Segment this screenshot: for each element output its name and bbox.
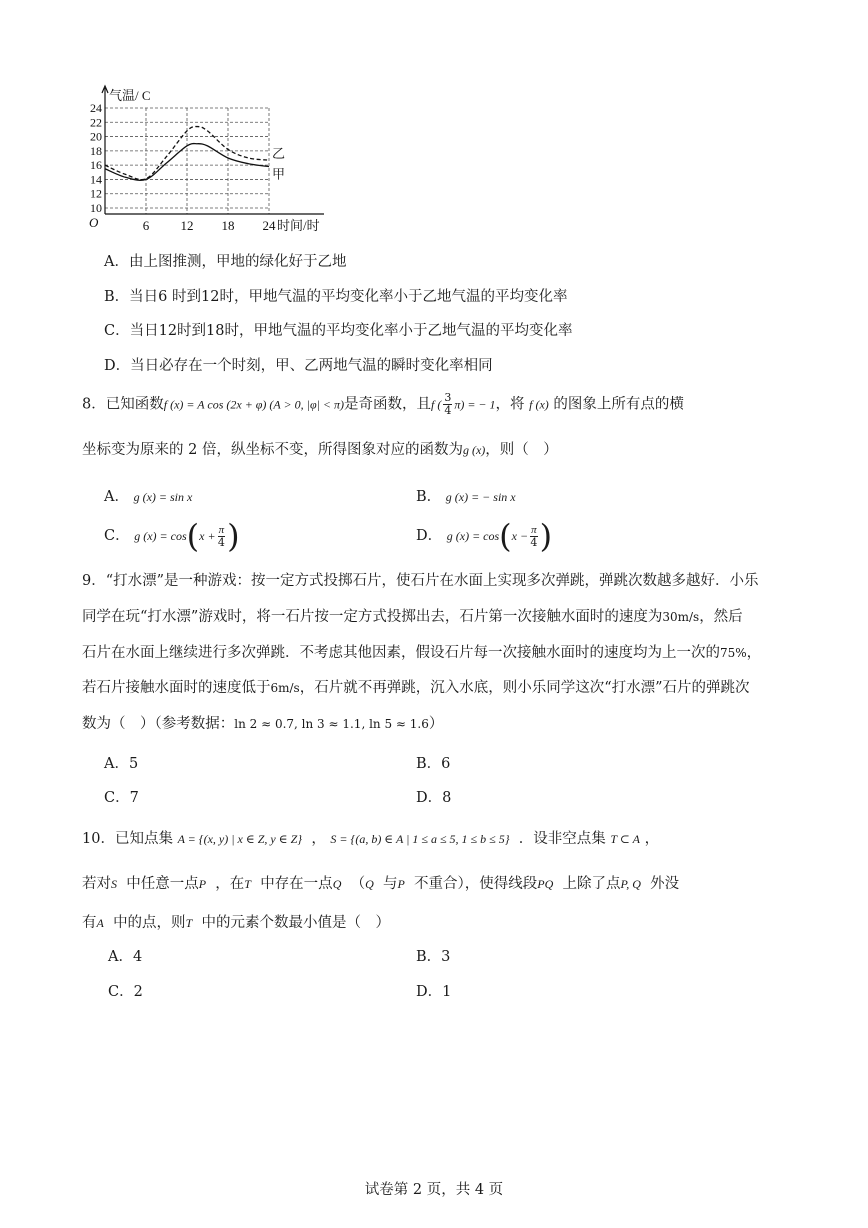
- q7-option-a: A．由上图推测，甲地的绿化好于乙地: [104, 254, 347, 270]
- x-tick-label-6: 6: [142, 218, 150, 233]
- q9-line1: 9．“打水漂”是一种游戏：按一定方式投掷石片，使石片在水面上实现多次弹跳，弹跳次数越多越好．小乐: [82, 573, 759, 589]
- q8-func: f (x) = A cos (2x + φ) (A > 0, |φ| < π): [163, 397, 344, 412]
- q7-option-b: B．当日6 时到12时，甲地气温的平均变化率小于乙地气温的平均变化率: [104, 289, 568, 305]
- y-tick-label-22: 22: [90, 115, 102, 130]
- q9-line5: 数为（ ）（参考数据：ln 2 ≈ 0.7, ln 3 ≈ 1.1, ln 5 ≈ 1.6）: [82, 716, 444, 732]
- q9-line3: 石片在水面上继续进行多次弹跳．不考虑其他因素，假设石片每一次接触水面时的速度均为上一次的75%，: [82, 645, 762, 661]
- q9-option-b: B．6: [416, 756, 451, 772]
- q9-line2: 同学在玩“打水漂”游戏时，将一石片按一定方式投掷出去，石片第一次接触水面时的速度为30m/s，然后: [82, 609, 743, 625]
- q8-cond-post: π) = − 1: [454, 397, 496, 412]
- q7-option-d: D．当日必存在一个时刻，甲、乙两地气温的瞬时变化率相同: [104, 358, 493, 374]
- q10-line1: 10．已知点集 A = {(x, y) | x ∈ Z, y ∈ Z} ， S = {(a, b) ∈ A | 1 ≤ a ≤ 5, 1 ≤ b ≤ 5} ．设非空点集 T ⊂ A ，: [82, 831, 660, 847]
- chart-labels: [109, 88, 320, 233]
- chart-axes: [102, 86, 324, 214]
- y-axis-title: 气温/ C: [109, 88, 151, 103]
- origin-label: O: [89, 215, 99, 230]
- q8-option-d: D． g (x) = cos(x − $\frac{\pi}{4}$ ): [416, 517, 553, 555]
- y-tick-label-20: 20: [90, 129, 102, 144]
- q10-option-b: B．3: [416, 949, 451, 965]
- temperature-chart: [78, 84, 328, 236]
- q8-gx: g (x): [462, 443, 486, 457]
- q8-end1: 的图象上所有点的横: [553, 396, 684, 413]
- q8-option-c: C． g (x) = cos(x + $\frac{\pi}{4}$ ): [104, 517, 240, 555]
- q8-line2: 坐标变为原来的 2 倍，纵坐标不变，所得图象对应的函数为g (x)，则（ ）: [82, 442, 558, 458]
- y-tick-label-18: 18: [90, 143, 102, 158]
- y-tick-label-10: 10: [90, 201, 102, 215]
- q7-option-c: C．当日12时到18时，甲地气温的平均变化率小于乙地气温的平均变化率: [104, 323, 573, 339]
- q8-option-b: B． g (x) = − sin x: [416, 489, 516, 505]
- q8-cond-pre: f (: [430, 397, 442, 412]
- x-axis-title: 时间/时: [277, 218, 320, 233]
- q10-option-a: A．4: [108, 949, 143, 965]
- chart-ticks: [89, 101, 276, 233]
- y-tick-label-24: 24: [90, 101, 102, 115]
- q10-line2: 若对S 中任意一点P ，在T 中存在一点Q （Q 与P 不重合），使得线段PQ 上除了点P, Q 外没: [82, 876, 680, 892]
- series-label-乙: 乙: [272, 146, 286, 162]
- q9-option-a: A．5: [104, 756, 139, 772]
- x-tick-label-24: 24: [262, 218, 276, 233]
- page-footer: 试卷第 2 页，共 4 页: [364, 1182, 504, 1198]
- q8-fx: f (x): [529, 397, 549, 412]
- y-tick-label-14: 14: [90, 172, 102, 187]
- series-label-甲: 甲: [272, 166, 286, 182]
- q8-lead: 8．已知函数: [82, 396, 164, 413]
- q10-line3: 有A 中的点，则T 中的元素个数最小值是（ ）: [82, 915, 390, 931]
- y-tick-label-16: 16: [90, 158, 102, 173]
- x-tick-label-18: 18: [221, 218, 235, 233]
- q8-tail: ，将: [495, 396, 525, 413]
- x-tick-label-12: 12: [180, 218, 194, 233]
- chart-grid: [105, 108, 269, 214]
- q9-option-c: C．7: [104, 790, 139, 806]
- q9-line4: 若石片接触水面时的速度低于6m/s，石片就不再弹跳，沉入水底，则小乐同学这次“打水漂”石片的弹跳次: [82, 680, 750, 696]
- q9-option-d: D．8: [416, 790, 452, 806]
- q8-option-a: A． g (x) = sin x: [104, 489, 193, 505]
- q8-line1: [82, 392, 684, 417]
- y-tick-label-12: 12: [90, 186, 102, 201]
- q10-option-c: C．2: [108, 984, 143, 1000]
- q8-mid: 是奇函数，且: [343, 396, 431, 413]
- q8-cond-frac: $\frac{3}{4}$: [444, 391, 452, 417]
- q10-option-d: D．1: [416, 984, 452, 1000]
